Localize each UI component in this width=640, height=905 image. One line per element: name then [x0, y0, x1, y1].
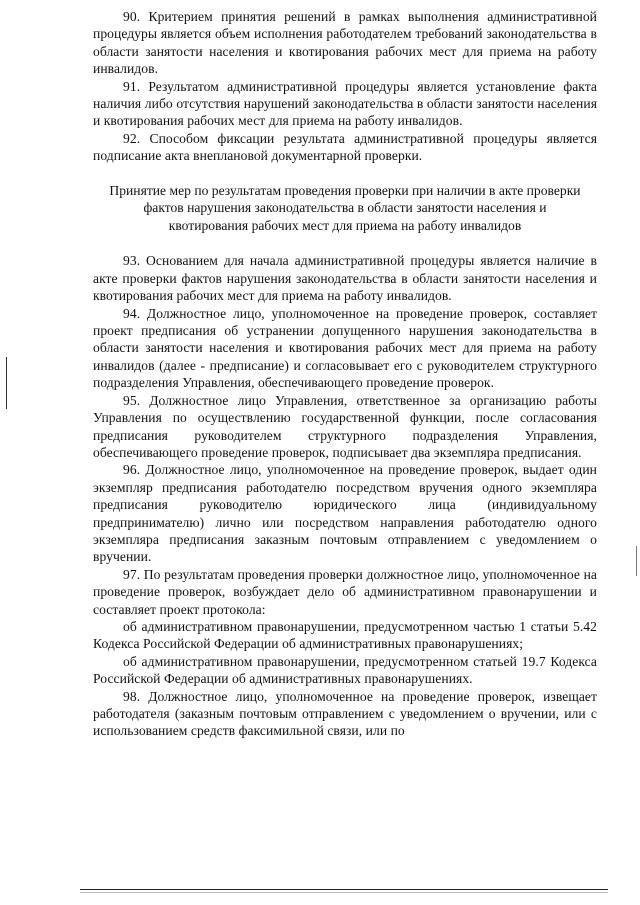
paragraph-93: 93. Основанием для начала административной процедуры является наличие в акте проверки фактов нарушения законодательства в области занятости населения и квотирования рабочих мест для приема на работу инвалидов. [93, 253, 597, 304]
paragraph-96: 96. Должностное лицо, уполномоченное на проведение проверок, выдает один экземпляр предписания работодателю посредством вручения одного экземпляра предписания руководителю юридического лица (индивидуальному предпринимателю) лично или посредством направления работодателю одного экземпляра предписания заказным почтовым отправлением с уведомлением о вручении. [93, 462, 597, 565]
scan-margin-mark [6, 357, 7, 409]
paragraph-95: 95. Должностное лицо Управления, ответственное за организацию работы Управления по осуществлению государственной функции, после согласования предписания руководителем структурного подразделения Управления, обеспечивающего проведение проверок, подписывает два экземпляра предписания. [93, 392, 597, 460]
page-bottom-rule [80, 889, 608, 890]
paragraph-94: 94. Должностное лицо, уполномоченное на проведение проверок, составляет проект предписания об устранении допущенного нарушения законодательства в области занятости населения и квотирования рабочих мест для приема на работу инвалидов (далее - предписание) и согласовывает его с руководителем структурного подразделения Управления, обеспечивающего проведение проверок. [93, 305, 597, 391]
paragraph-97: 97. По результатам проведения проверки должностное лицо, уполномоченное на проведение проверок, возбуждает дело об административном правонарушении и составляет проект протокола: [93, 566, 597, 617]
scan-margin-mark [636, 546, 637, 576]
paragraph-90: 90. Критерием принятия решений в рамках выполнения административной процедуры является объем исполнения работодателем требований законодательства в области занятости населения и квотирования рабочих мест для приема на работу инвалидов. [93, 9, 597, 77]
paragraph-97-item-1: об административном правонарушении, предусмотренном частью 1 статьи 5.42 Кодекса Российской Федерации об административных правонарушениях; [93, 618, 597, 652]
section-heading: Принятие мер по результатам проведения проверки при наличии в акте проверки фактов нарушения законодательства в области занятости населения и квотирования рабочих мест для приема на работу инвалидов [109, 182, 581, 233]
paragraph-91: 91. Результатом административной процедуры является установление факта наличия либо отсутствия нарушений законодательства в области занятости населения и квотирования рабочих мест для приема на работу инвалидов. [93, 78, 597, 129]
paragraph-97-item-2: об административном правонарушении, предусмотренном статьей 19.7 Кодекса Российской Федерации об административных правонарушениях. [93, 653, 597, 687]
paragraph-98: 98. Должностное лицо, уполномоченное на проведение проверок, извещает работодателя (заказным почтовым отправлением с уведомлением о вручении, или с использованием средств факсимильной связи, или по [93, 688, 597, 739]
paragraph-92: 92. Способом фиксации результата административной процедуры является подписание акта внеплановой документарной проверки. [93, 130, 597, 164]
page-bottom-rule-shadow [80, 892, 608, 893]
document-page [93, 8, 597, 740]
